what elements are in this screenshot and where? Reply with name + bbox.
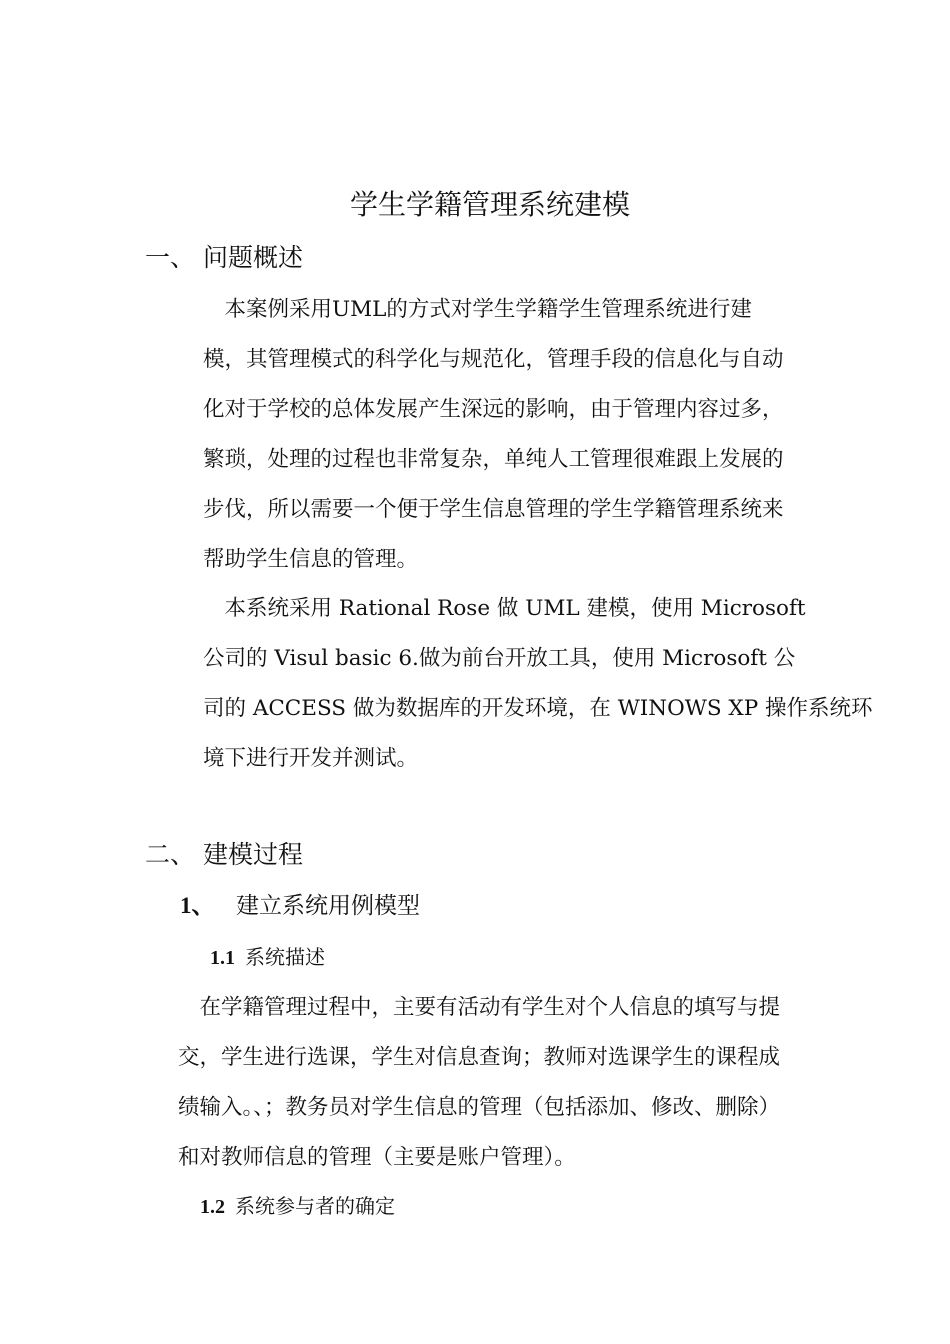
text-line: 帮助学生信息的管理。 bbox=[203, 547, 419, 572]
section-2-title: 建模过程 bbox=[203, 840, 304, 869]
text-line: 和对教师信息的管理（主要是账户管理）。 bbox=[178, 1145, 576, 1170]
subsection-1-number: 1、 bbox=[180, 893, 215, 918]
text-line: 本案例采用UML的方式对学生学籍学生管理系统进行建 bbox=[203, 297, 752, 322]
text-line: 步伐，所以需要一个便于学生信息管理的学生学籍管理系统来 bbox=[203, 497, 784, 522]
subsection-1-1-title: 系统描述 bbox=[245, 945, 325, 969]
text-line: 繁琐，处理的过程也非常复杂，单纯人工管理很难跟上发展的 bbox=[203, 447, 784, 472]
section-1-paragraph-1 bbox=[203, 285, 809, 585]
section-2-heading bbox=[145, 838, 303, 872]
section-2-number: 二、 bbox=[145, 840, 196, 869]
subsection-1-2-number: 1.2 bbox=[200, 1196, 225, 1218]
text-line: 本系统采用 Rational Rose 做 UML 建模，使用 Microsoft bbox=[203, 596, 806, 621]
text-line: 司的 ACCESS 做为数据库的开发环境，在 WINOWS XP 操作系统环 bbox=[203, 696, 873, 721]
section-1-heading bbox=[145, 241, 303, 275]
text-line: 化对于学校的总体发展产生深远的影响，由于管理内容过多， bbox=[203, 397, 784, 422]
text-line: 公司的 Visul basic 6.做为前台开放工具，使用 Microsoft 公 bbox=[203, 646, 796, 671]
document-title: 学生学籍管理系统建模 bbox=[349, 188, 630, 221]
text-line: 模，其管理模式的科学化与规范化，管理手段的信息化与自动 bbox=[203, 347, 784, 372]
text-line: 交，学生进行选课，学生对信息查询；教师对选课学生的课程成 bbox=[178, 1045, 781, 1070]
text-line: 境下进行开发并测试。 bbox=[203, 746, 419, 771]
subsection-1-heading bbox=[180, 890, 420, 922]
subsection-1-1-paragraph bbox=[178, 983, 810, 1183]
subsection-1-2-heading bbox=[200, 1192, 395, 1221]
section-1-paragraph-2 bbox=[203, 584, 873, 784]
section-1-title: 问题概述 bbox=[203, 243, 304, 272]
text-line: 在学籍管理过程中，主要有活动有学生对个人信息的填写与提 bbox=[178, 995, 781, 1020]
section-1-number: 一、 bbox=[145, 243, 196, 272]
subsection-1-1-number: 1.1 bbox=[210, 947, 235, 969]
subsection-1-title: 建立系统用例模型 bbox=[236, 893, 420, 919]
subsection-1-2-title: 系统参与者的确定 bbox=[235, 1194, 395, 1218]
text-line: 绩输入。、；教务员对学生信息的管理（包括添加、修改、删除） bbox=[178, 1095, 781, 1120]
subsection-1-1-heading bbox=[210, 943, 325, 972]
